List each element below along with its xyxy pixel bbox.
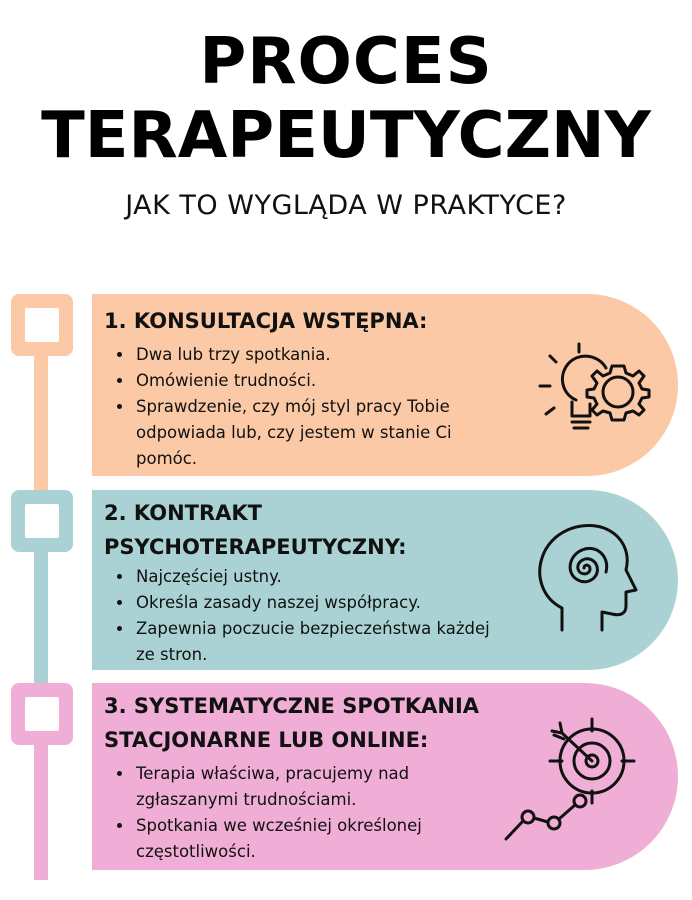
subtitle: JAK TO WYGLĄDA W PRAKTYCE? — [125, 190, 567, 221]
title-line-1: PROCES — [199, 25, 493, 99]
timeline-rail-1 — [34, 350, 48, 495]
list-item: • Określa zasady naszej współpracy. — [134, 590, 504, 616]
step-card-1 — [92, 294, 678, 476]
target-arrow-icon — [502, 713, 642, 843]
step-title: 1. KONSULTACJA WSTĘPNA: — [104, 309, 428, 333]
step-title-line-2: STACJONARNE LUB ONLINE: — [104, 728, 429, 752]
head-spiral-icon — [532, 518, 642, 638]
step-title-line-2: PSYCHOTERAPEUTYCZNY: — [104, 535, 407, 559]
timeline-node-1 — [11, 294, 73, 356]
timeline-rail-2 — [34, 545, 48, 685]
list-item: • Terapia właściwa, pracujemy nad zgłaszanymi trudnościami. — [134, 761, 504, 813]
list-item: • Dwa lub trzy spotkania. — [134, 342, 514, 368]
step-title-line-1: 3. SYSTEMATYCZNE SPOTKANIA — [104, 694, 480, 718]
step-card-3 — [92, 683, 678, 870]
timeline-node-2 — [11, 490, 73, 552]
list-item: • Najczęściej ustny. — [134, 564, 504, 590]
step-bullets — [104, 564, 504, 668]
timeline-rail-3 — [34, 735, 48, 880]
step-card-2 — [92, 490, 678, 670]
list-item: • Sprawdzenie, czy mój styl pracy Tobie odpowiada lub, czy jestem w stanie Ci pomóc. — [134, 394, 514, 472]
step-title-line-1: 2. KONTRAKT — [104, 501, 263, 525]
step-bullets — [104, 342, 514, 472]
list-item: • Spotkania we wcześniej określonej częstotliwości. — [134, 813, 504, 865]
step-bullets — [104, 761, 504, 865]
list-item: • Omówienie trudności. — [134, 368, 514, 394]
lightbulb-gear-icon — [532, 342, 662, 442]
list-item: • Zapewnia poczucie bezpieczeństwa każdej ze stron. — [134, 616, 504, 668]
title-line-2: TERAPEUTYCZNY — [41, 99, 651, 173]
timeline-node-3 — [11, 683, 73, 745]
